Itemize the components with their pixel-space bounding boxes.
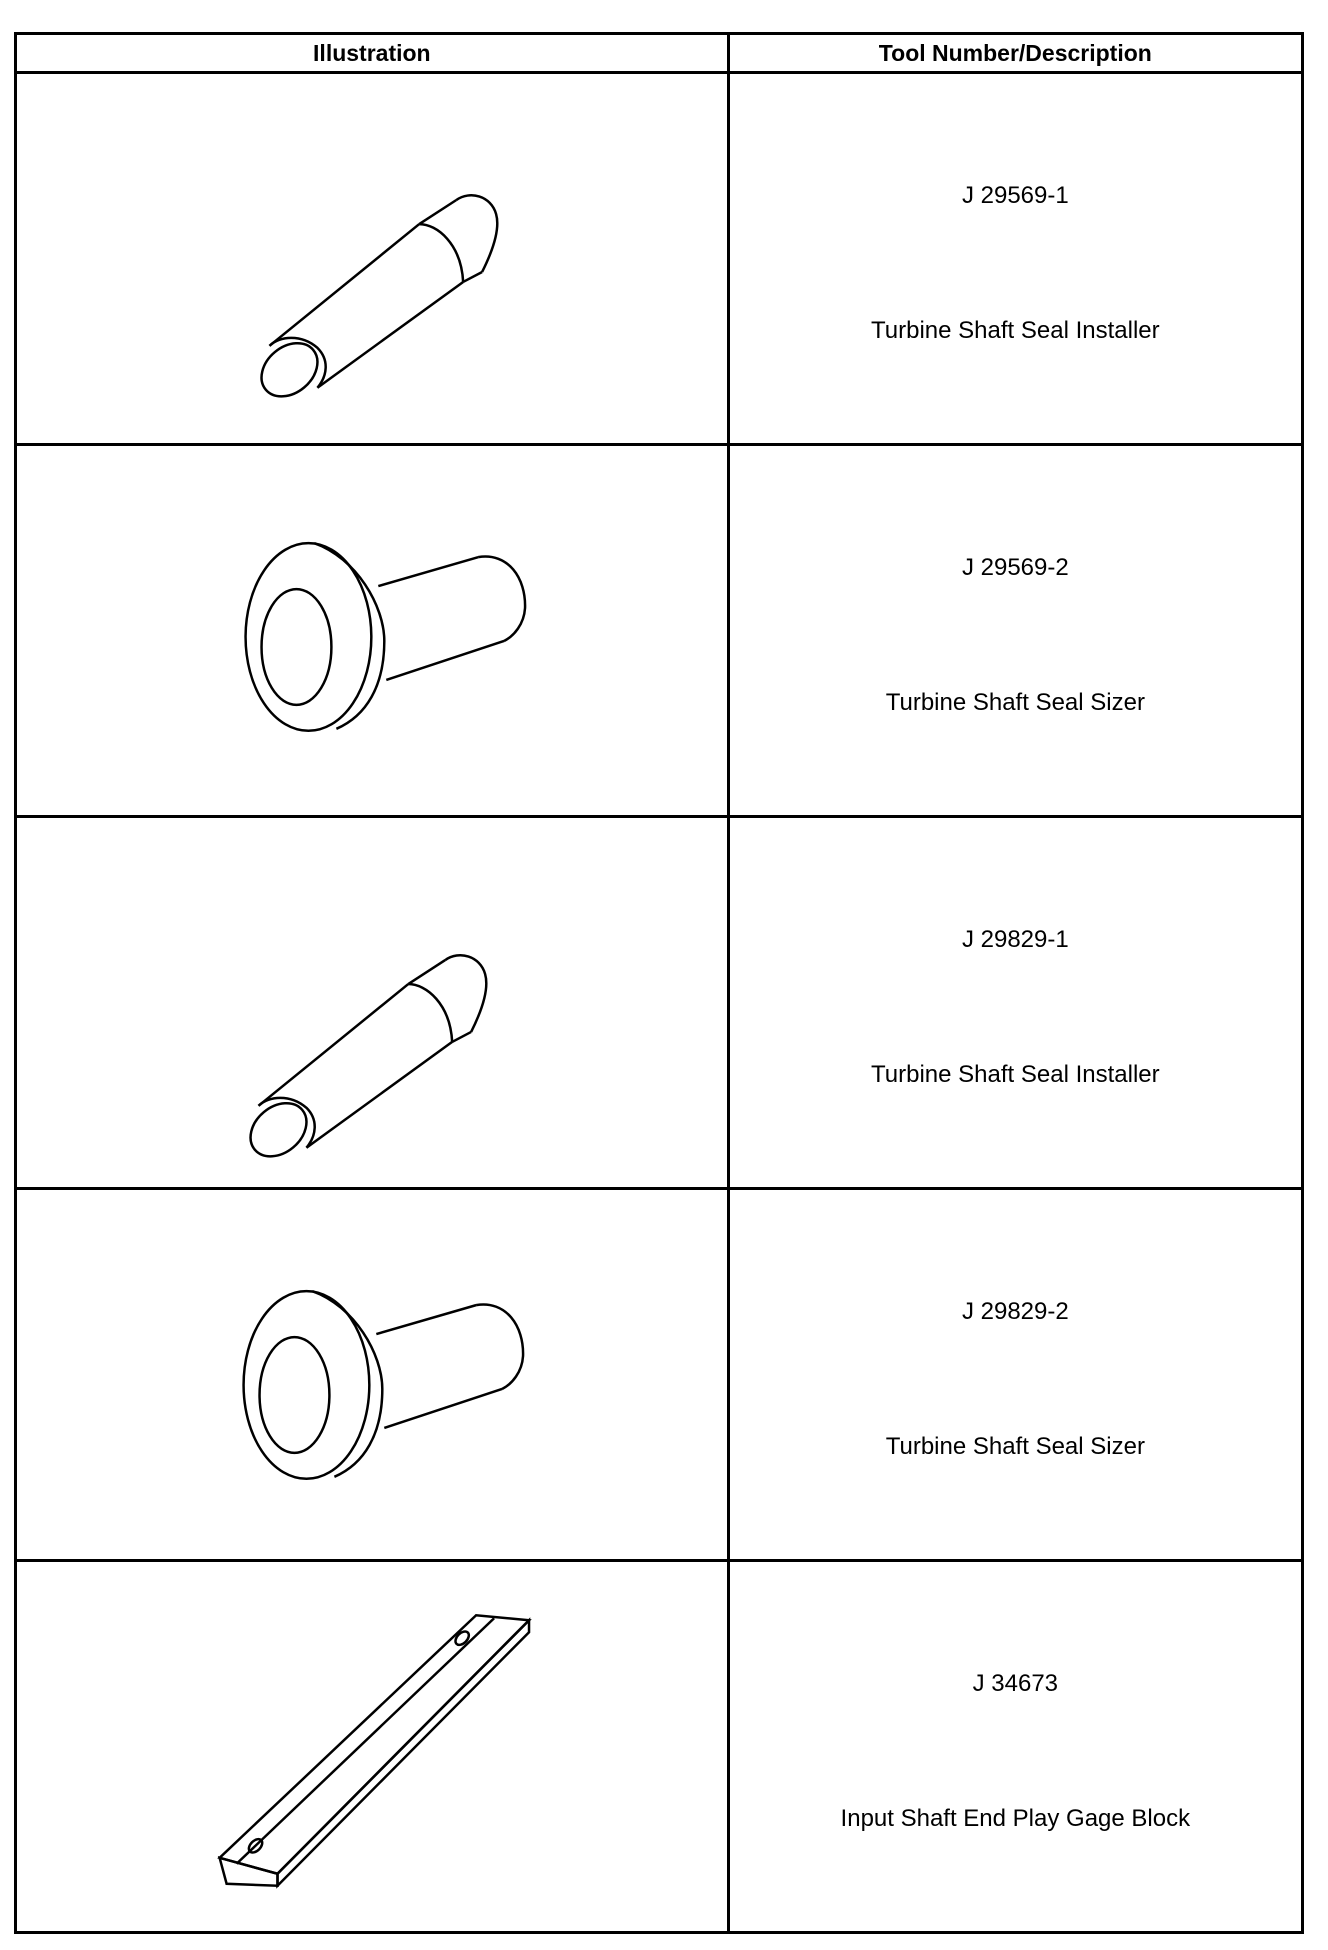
header-tool-number-description: Tool Number/Description [728, 34, 1302, 73]
tool-description: Turbine Shaft Seal Sizer [885, 689, 1145, 716]
illustration-cell [16, 817, 729, 1189]
seal-sizer-icon [17, 446, 727, 815]
tool-number: J 34673 [972, 1670, 1059, 1697]
tool-description: Turbine Shaft Seal Sizer [885, 1433, 1145, 1460]
illustration-cell [16, 73, 729, 445]
tool-description: Turbine Shaft Seal Installer [871, 317, 1160, 344]
seal-installer-icon [17, 74, 727, 443]
tool-number: J 29829-1 [961, 926, 1069, 953]
seal-sizer-icon [17, 1190, 727, 1559]
tool-description: Input Shaft End Play Gage Block [840, 1805, 1191, 1832]
illustration-cell [16, 445, 729, 817]
illustration-cell [16, 1189, 729, 1561]
description-cell [728, 445, 1302, 817]
description-cell [728, 73, 1302, 445]
illustration-cell [16, 1561, 729, 1933]
description-cell [728, 1189, 1302, 1561]
tool-description: Turbine Shaft Seal Installer [871, 1061, 1160, 1088]
table-row [16, 445, 1303, 817]
description-cell [728, 1561, 1302, 1933]
description-cell [728, 817, 1302, 1189]
table-row [16, 73, 1303, 445]
table-row [16, 1189, 1303, 1561]
gage-block-icon [17, 1562, 727, 1931]
header-illustration: Illustration [16, 34, 729, 73]
tool-number: J 29569-1 [961, 182, 1069, 209]
tool-number: J 29829-2 [961, 1298, 1069, 1325]
header-row [16, 34, 1303, 73]
tool-table [14, 32, 1304, 1934]
tool-number: J 29569-2 [961, 554, 1069, 581]
table-row [16, 1561, 1303, 1933]
seal-installer-icon [17, 818, 727, 1187]
table-row [16, 817, 1303, 1189]
